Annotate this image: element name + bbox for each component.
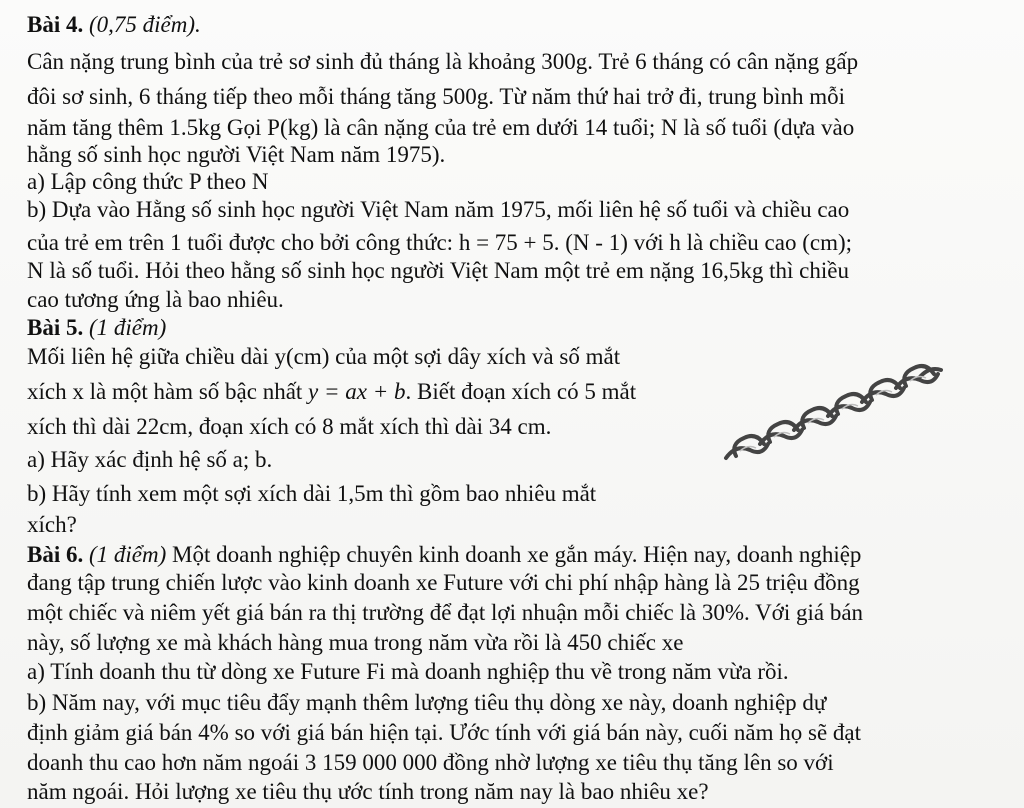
problem4-line-3: năm tăng thêm 1.5kg Gọi P(kg) là cân nặng của trẻ em dưới 14 tuổi; N là số tuổi (dựa vào — [27, 115, 855, 140]
problem6-part-b-line-1: b) Năm nay, với mục tiêu đẩy mạnh thêm lượng tiêu thụ dòng xe này, doanh nghiệp dự — [27, 690, 827, 715]
linear-function-formula: y = ax + b — [308, 379, 406, 404]
problem5-title — [27, 313, 166, 343]
problem6-part-b-line-3: doanh thu cao hơn năm ngoái 3 159 000 000 đồng nhờ lượng xe tiêu thụ tăng lên so với — [27, 750, 834, 775]
problem5-part-b-line-1: b) Hãy tính xem một sợi xích dài 1,5m thì gồm bao nhiêu mắt — [27, 481, 597, 506]
problem5-line-1: Mối liên hệ giữa chiều dài y(cm) của một sợi dây xích và số mắt — [27, 344, 621, 369]
problem4-part-b-line-4: cao tương ứng là bao nhiêu. — [27, 287, 284, 312]
problem6-part-b-line-4: năm ngoái. Hỏi lượng xe tiêu thụ ước tính trong năm nay là bao nhiêu xe? — [27, 779, 709, 804]
problem5-title-label: Bài 5. — [27, 315, 84, 340]
problem4-part-b-line-3: N là số tuổi. Hỏi theo hằng số sinh học người Việt Nam một trẻ em nặng 16,5kg thì chiều — [27, 258, 849, 283]
problem5-title-points: (1 điểm) — [88, 315, 167, 340]
problem4-part-b-line-1: b) Dựa vào Hằng số sinh học người Việt Nam năm 1975, mối liên hệ số tuổi và chiều cao — [27, 197, 850, 222]
problem6-title-points: (1 điểm) — [88, 542, 167, 567]
problem4-title-points: (0,75 điểm). — [88, 12, 201, 37]
problem6-line-3: này, số lượng xe mà khách hàng mua trong năm vừa rồi là 450 chiếc xe — [27, 630, 684, 655]
problem4-title-label: Bài 4. — [27, 12, 84, 37]
problem6-title-rest: Một doanh nghiệp chuyên kinh doanh xe gắn máy. Hiện nay, doanh nghiệp — [166, 542, 862, 567]
problem5-part-b-line-2: xích? — [27, 512, 77, 537]
problem6-title — [27, 540, 861, 570]
problem5-line-2-before: xích x là một hàm số bậc nhất — [27, 379, 309, 404]
problem4-line-4: hằng số sinh học người Việt Nam năm 1975). — [27, 142, 446, 167]
problem5-line-3: xích thì dài 22cm, đoạn xích có 8 mắt xích thì dài 34 cm. — [27, 414, 552, 439]
problem5-line-2 — [27, 377, 636, 407]
problem6-part-a: a) Tính doanh thu từ dòng xe Future Fi mà doanh nghiệp thu về trong năm vừa rồi. — [27, 659, 789, 684]
problem6-line-1: đang tập trung chiến lược vào kinh doanh xe Future với chi phí nhập hàng là 25 triệu đồng — [27, 570, 860, 595]
problem5-part-a: a) Hãy xác định hệ số a; b. — [27, 447, 273, 472]
problem4-line-1: Cân nặng trung bình của trẻ sơ sinh đủ tháng là khoảng 300g. Trẻ 6 tháng có cân nặng gấp — [27, 49, 859, 74]
problem4-line-2: đôi sơ sinh, 6 tháng tiếp theo mỗi tháng tăng 500g. Từ năm thứ hai trở đi, trung bình mỗi — [27, 84, 845, 109]
problem6-part-b-line-2: định giảm giá bán 4% so với giá bán hiện tại. Ước tính với giá bán này, cuối năm họ sẽ đạt — [27, 720, 862, 745]
problem4-title — [27, 10, 201, 40]
problem6-title-label: Bài 6. — [27, 542, 84, 567]
problem4-part-a: a) Lập công thức P theo N — [27, 169, 269, 194]
problem4-part-b-line-2: của trẻ em trên 1 tuổi được cho bởi công thức: h = 75 + 5. (N - 1) với h là chiều cao (cm); — [27, 230, 853, 255]
chain-illustration-icon — [718, 352, 950, 474]
problem6-line-2: một chiếc và niêm yết giá bán ra thị trường để đạt lợi nhuận mỗi chiếc là 30%. Với giá bán — [27, 600, 864, 625]
problem5-line-2-after: . Biết đoạn xích có 5 mắt — [405, 379, 637, 404]
